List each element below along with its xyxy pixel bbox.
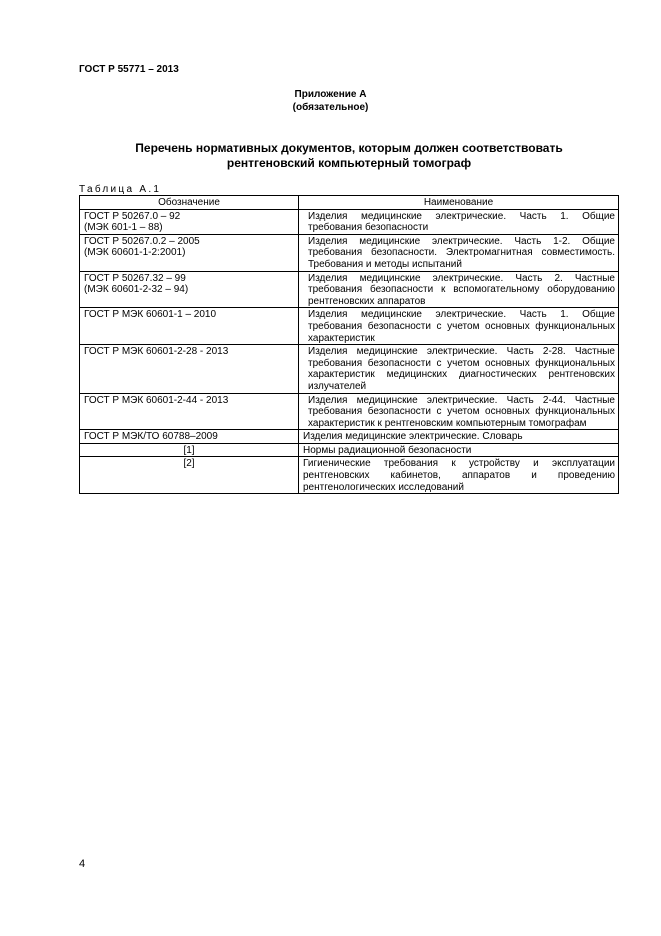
designation-line: ГОСТ Р 50267.0.2 – 2005 <box>84 235 200 247</box>
name-cell: Изделия медицинские электрические. Часть 2-44. Частные требования безопасности с учетом основных функциональных характеристик к рентгеновским компьютерным томографам <box>299 393 619 430</box>
name-cell: Изделия медицинские электрические. Часть 2-28. Частные требования безопасности с учетом основных функциональных характеристик медицинских диагностических рентгеновских излучателей <box>299 345 619 393</box>
document-title-line-2: рентгеновский компьютерный томограф <box>226 156 472 170</box>
designation-cell <box>80 457 299 494</box>
designation-cell <box>80 234 299 271</box>
name-cell: Изделия медицинские электрические. Часть 1. Общие требования безопасности <box>299 209 619 234</box>
annex-title: Приложение А <box>294 89 367 100</box>
name-cell: Изделия медицинские электрические. Часть 1. Общие требования безопасности с учетом основных функциональных характеристик <box>299 308 619 345</box>
table-row <box>80 345 619 393</box>
designation-cell <box>80 209 299 234</box>
designation-line: (МЭК 60601-1-2:2001) <box>84 247 186 259</box>
designation-line: ГОСТ Р 50267.0 – 92 <box>84 210 181 222</box>
name-cell: Изделия медицинские электрические. Часть 1-2. Общие требования безопасности. Электромагнитная совместимость. Требования и методы испытаний <box>299 234 619 271</box>
column-header-name: Наименование <box>299 196 619 210</box>
designation-cell <box>80 443 299 457</box>
table-caption: Таблица А.1 <box>79 184 162 195</box>
document-code: ГОСТ Р 55771 – 2013 <box>79 64 179 75</box>
table-row <box>80 308 619 345</box>
designation-cell <box>80 430 299 444</box>
designation-cell <box>80 271 299 308</box>
table-row <box>80 430 619 444</box>
designation-line: ГОСТ Р 50267.32 – 99 <box>84 272 186 284</box>
table-row <box>80 443 619 457</box>
annex-status: (обязательное) <box>292 102 369 113</box>
designation-cell <box>80 345 299 393</box>
designation-line: [1] <box>183 444 195 456</box>
designation-line: ГОСТ Р МЭК 60601-1 – 2010 <box>84 309 217 321</box>
column-header-designation: Обозначение <box>80 196 299 210</box>
name-cell: Изделия медицинские электрические. Словарь <box>299 430 619 444</box>
designation-line: (МЭК 601-1 – 88) <box>84 222 163 234</box>
table-row <box>80 209 619 234</box>
table-row <box>80 271 619 308</box>
normative-documents-table <box>79 195 619 494</box>
table-row <box>80 457 619 494</box>
table-row <box>80 234 619 271</box>
table-header-row <box>80 196 619 210</box>
designation-line: (МЭК 60601-2-32 – 94) <box>84 284 189 296</box>
name-cell: Нормы радиационной безопасности <box>299 443 619 457</box>
designation-line: ГОСТ Р МЭК/ТО 60788–2009 <box>84 431 218 443</box>
designation-line: ГОСТ Р МЭК 60601-2-44 - 2013 <box>84 394 229 406</box>
designation-line: ГОСТ Р МЭК 60601-2-28 - 2013 <box>84 346 229 358</box>
page-number: 4 <box>79 858 86 870</box>
table-row <box>80 393 619 430</box>
designation-line: [2] <box>183 458 195 470</box>
name-cell: Изделия медицинские электрические. Часть 2. Частные требования безопасности к вспомогательному оборудованию рентгеновских аппаратов <box>299 271 619 308</box>
designation-cell <box>80 308 299 345</box>
designation-cell <box>80 393 299 430</box>
document-title <box>79 141 619 171</box>
name-cell: Гигиенические требования к устройству и эксплуатации рентгеновских кабинетов, аппаратов и проведению рентгенологических исследований <box>299 457 619 494</box>
document-title-line-1: Перечень нормативных документов, которым должен соответствовать <box>135 141 563 155</box>
